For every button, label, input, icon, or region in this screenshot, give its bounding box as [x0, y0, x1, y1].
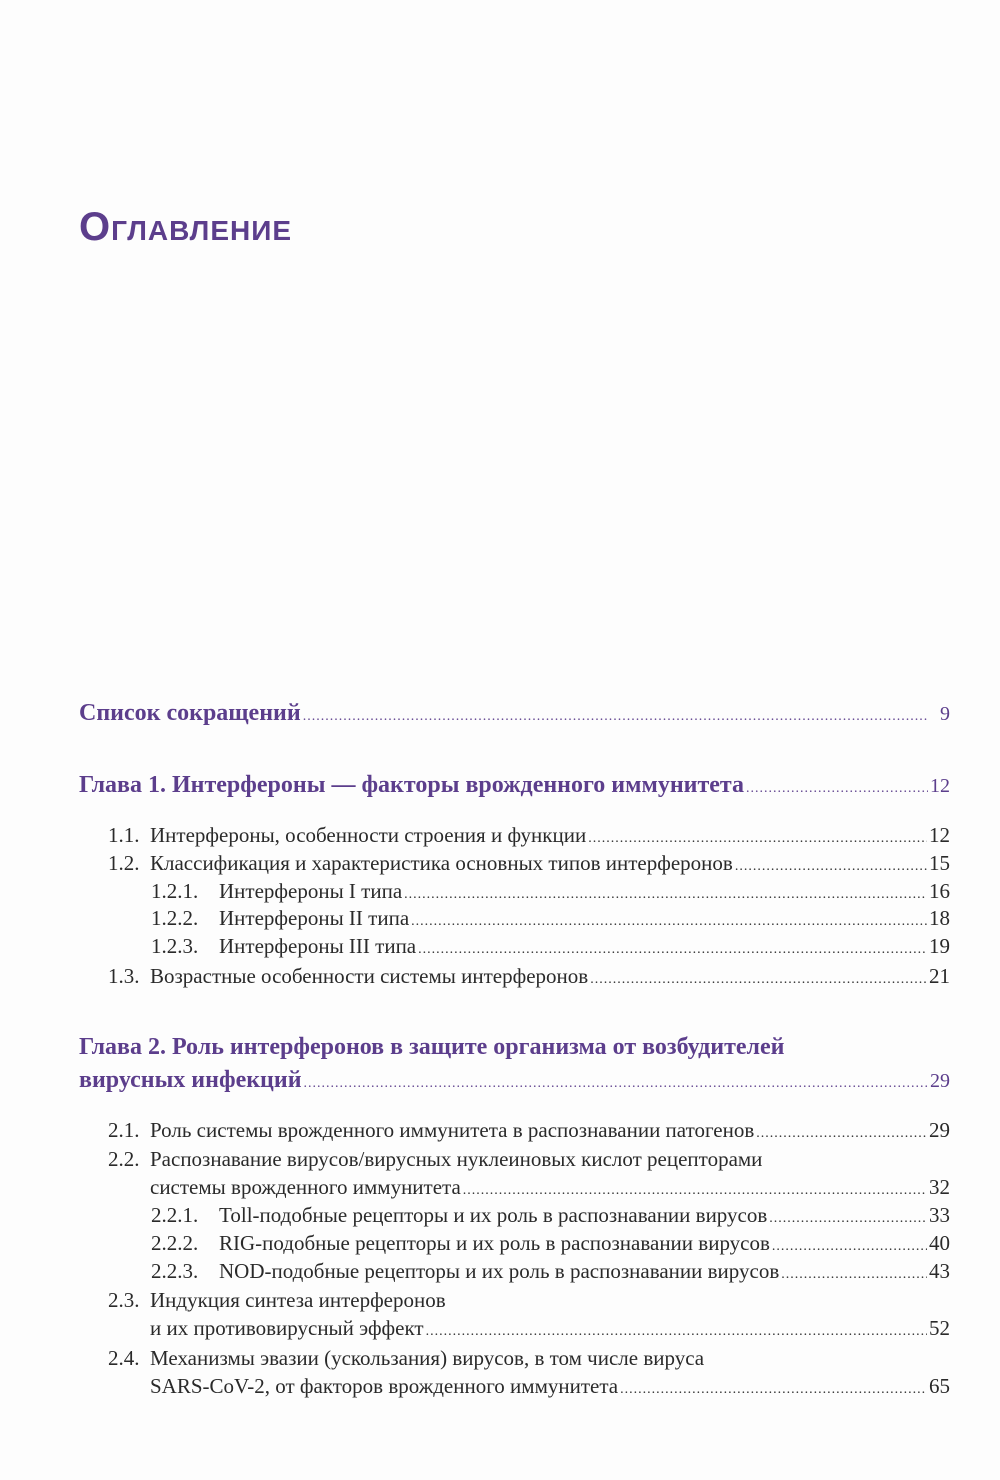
- page-title: Оглавление: [79, 205, 293, 249]
- toc-page-number: 52: [929, 1316, 950, 1340]
- toc-page-number: 43: [929, 1259, 950, 1283]
- toc-page-number: 18: [929, 906, 950, 930]
- toc-entry-text: Распознавание вирусов/вирусных нуклеиновых кислот рецепторами: [150, 1147, 763, 1171]
- toc-entry-text: Глава 1. Интерфероны — факторы врожденного иммунитета: [79, 772, 745, 798]
- toc-entry-2-2-2[interactable]: [151, 1231, 950, 1256]
- toc-leader-dots: [735, 859, 927, 875]
- toc-leader-dots: [781, 1267, 927, 1283]
- toc-page-number: 12: [929, 823, 950, 847]
- toc-entry-2-2-line-1[interactable]: [108, 1147, 950, 1172]
- toc-page-number: 12: [930, 775, 950, 797]
- toc-leader-dots: [303, 709, 928, 725]
- toc-entry-text: вирусных инфекций: [79, 1067, 302, 1093]
- toc-entry-text: Список сокращений: [79, 700, 301, 726]
- toc-leader-dots: [746, 781, 928, 797]
- toc-entry-text: Toll-подобные рецепторы и их роль в распознавании вирусов: [219, 1203, 768, 1227]
- toc-page-number: 29: [930, 1070, 950, 1092]
- toc-entry-number: 2.2.2.: [151, 1231, 199, 1255]
- toc-entry-text: Классификация и характеристика основных типов интерферонов: [150, 851, 733, 875]
- toc-leader-dots: [769, 1211, 927, 1227]
- toc-entry-2-3[interactable]: [150, 1316, 950, 1341]
- toc-leader-dots: [304, 1076, 928, 1092]
- toc-entry-text: Роль системы врожденного иммунитета в распознавании патогенов: [150, 1118, 755, 1142]
- toc-entry-text: Интерфероны III типа: [219, 934, 417, 958]
- toc-page-number: 21: [929, 964, 950, 988]
- toc-entry-number: 2.3.: [108, 1288, 140, 1312]
- toc-entry-2-3-line-1[interactable]: [108, 1288, 950, 1313]
- toc-entry-text: SARS-CoV-2, от факторов врожденного иммунитета: [150, 1374, 619, 1398]
- toc-entry-text: Механизмы эвазии (ускользания) вирусов, в том числе вируса: [150, 1346, 705, 1370]
- toc-page-number: 16: [929, 879, 950, 903]
- toc-entry-text: RIG-подобные рецепторы и их роль в распознавании вирусов: [219, 1231, 770, 1255]
- toc-entry-1-2-2[interactable]: [151, 906, 950, 931]
- toc-entry-text: системы врожденного иммунитета: [150, 1175, 461, 1199]
- toc-entry-text: Интерфероны II типа: [219, 906, 410, 930]
- toc-leader-dots: [756, 1126, 927, 1142]
- toc-leader-dots: [426, 1324, 927, 1340]
- toc-entry-chapter-1[interactable]: [79, 772, 950, 799]
- toc-chapter-2-line-1[interactable]: Глава 2. Роль интерферонов в защите организма от возбудителей: [79, 1034, 785, 1060]
- toc-page-number: 19: [929, 934, 950, 958]
- toc-leader-dots: [411, 914, 927, 930]
- toc-leader-dots: [588, 831, 927, 847]
- toc-page-number: 15: [929, 851, 950, 875]
- toc-entry-chapter-2[interactable]: [79, 1067, 950, 1094]
- toc-entry-number: 2.2.: [108, 1147, 140, 1171]
- toc-entry-2-1[interactable]: [108, 1118, 950, 1143]
- toc-leader-dots: [463, 1183, 927, 1199]
- toc-entry-1-2[interactable]: [108, 851, 950, 876]
- toc-page-number: 33: [929, 1203, 950, 1227]
- toc-entry-text: Возрастные особенности системы интерферонов: [150, 964, 589, 988]
- toc-leader-dots: [772, 1239, 927, 1255]
- toc-page-number: 9: [940, 703, 950, 725]
- toc-entry-number: 2.2.1.: [151, 1203, 199, 1227]
- toc-entry-1-2-1[interactable]: [151, 879, 950, 904]
- toc-entry-number: 1.2.2.: [151, 906, 199, 930]
- toc-leader-dots: [404, 887, 927, 903]
- toc-entry-text: Интерфероны, особенности строения и функции: [150, 823, 587, 847]
- toc-entry-number: 1.3.: [108, 964, 140, 988]
- toc-entry-2-2-3[interactable]: [151, 1259, 950, 1284]
- toc-entry-number: 1.1.: [108, 823, 140, 847]
- toc-entry-1-2-3[interactable]: [151, 934, 950, 959]
- toc-entry-1-1[interactable]: [108, 823, 950, 848]
- toc-entry-number: 1.2.1.: [151, 879, 199, 903]
- toc-entry-text: Интерфероны I типа: [219, 879, 403, 903]
- toc-entry-number: 2.4.: [108, 1346, 140, 1370]
- toc-leader-dots: [418, 942, 927, 958]
- toc-page-number: 29: [929, 1118, 950, 1142]
- toc-entry-abbreviations[interactable]: [79, 700, 950, 727]
- toc-entry-text: NOD-подобные рецепторы и их роль в распознавании вирусов: [219, 1259, 780, 1283]
- toc-entry-2-2-1[interactable]: [151, 1203, 950, 1228]
- toc-entry-number: 1.2.: [108, 851, 140, 875]
- toc-entry-text: и их противовирусный эффект: [150, 1316, 424, 1340]
- toc-entry-2-4[interactable]: [150, 1374, 950, 1399]
- toc-entry-2-4-line-1[interactable]: [108, 1346, 950, 1371]
- toc-entry-1-3[interactable]: [108, 964, 950, 989]
- toc-entry-2-2[interactable]: [150, 1175, 950, 1200]
- toc-leader-dots: [590, 972, 927, 988]
- toc-entry-number: 2.2.3.: [151, 1259, 199, 1283]
- toc-entry-number: 1.2.3.: [151, 934, 199, 958]
- toc-page-number: 40: [929, 1231, 950, 1255]
- toc-leader-dots: [620, 1382, 927, 1398]
- toc-page-number: 65: [929, 1374, 950, 1398]
- toc-entry-text: Индукция синтеза интерферонов: [150, 1288, 446, 1312]
- toc-page-number: 32: [929, 1175, 950, 1199]
- toc-entry-number: 2.1.: [108, 1118, 140, 1142]
